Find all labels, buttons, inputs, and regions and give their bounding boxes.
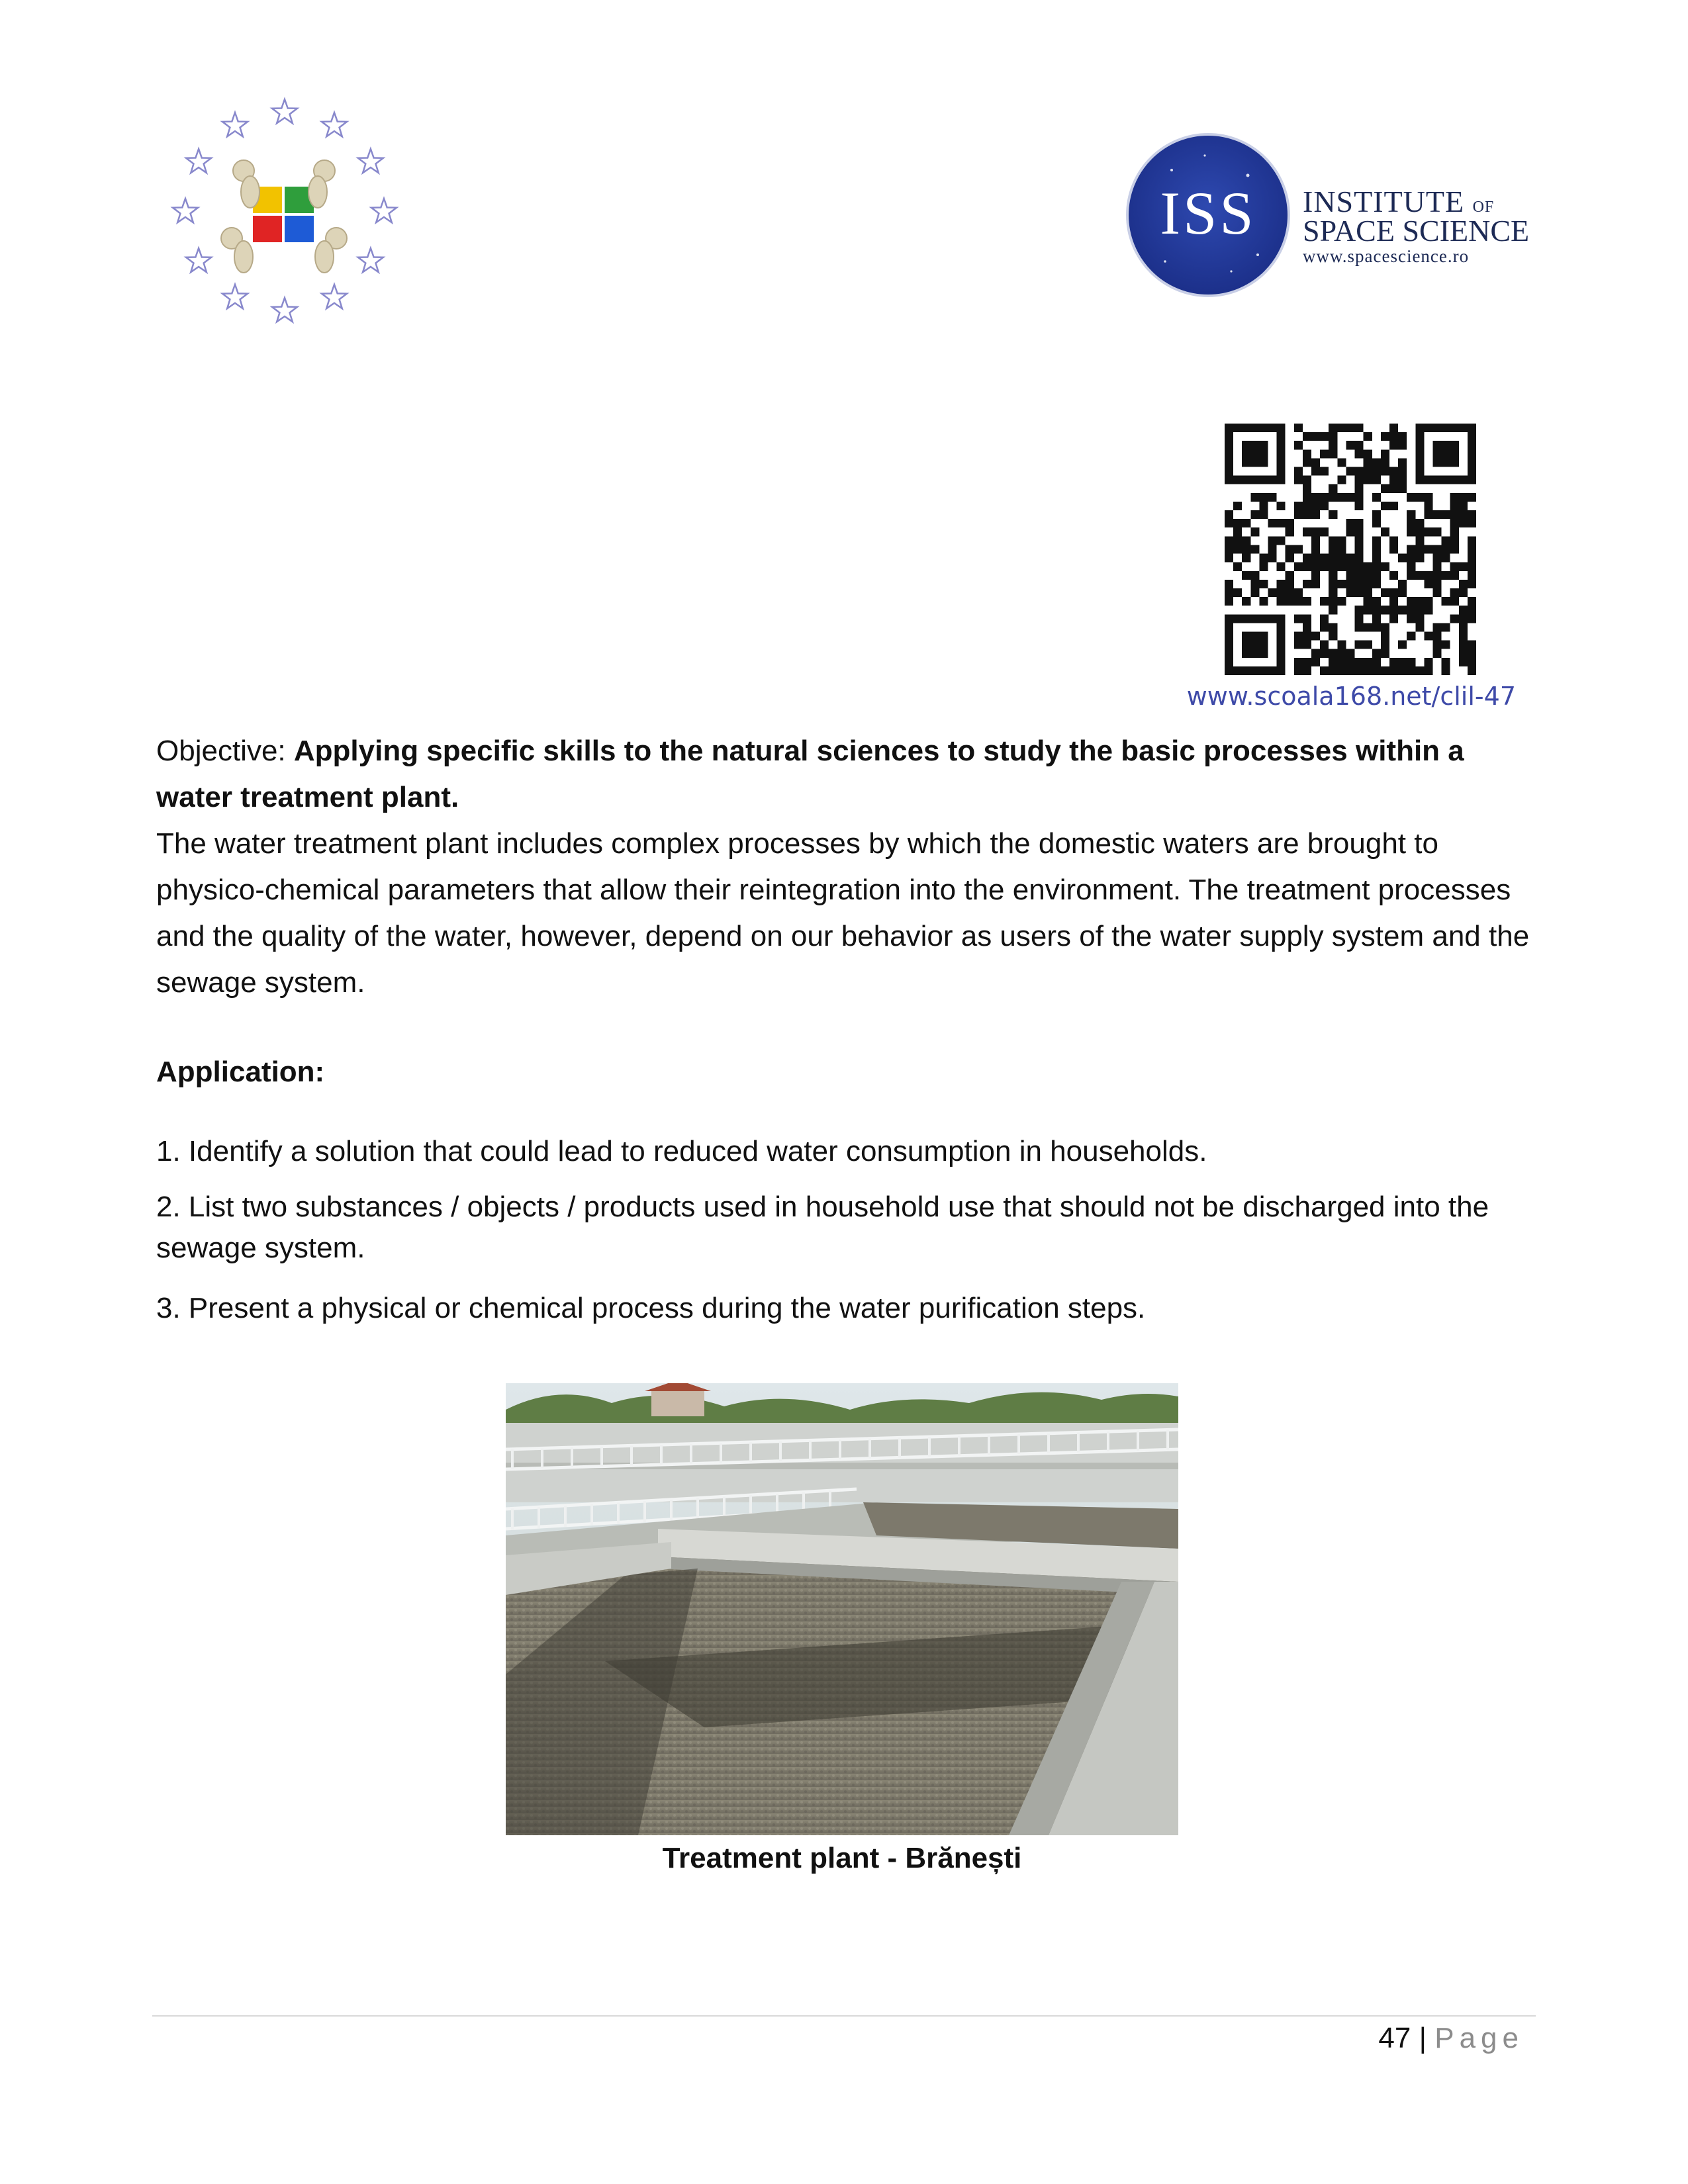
star-icon bbox=[322, 113, 347, 136]
page-footer bbox=[1378, 2019, 1524, 2058]
objective-paragraph bbox=[156, 728, 1546, 821]
star-icon bbox=[358, 248, 383, 272]
treatment-plant-photo bbox=[506, 1383, 1178, 1835]
puzzle-piece-blue-icon bbox=[285, 216, 314, 242]
application-heading: Application: bbox=[156, 1056, 325, 1088]
application-item-1: 1. Identify a solution that could lead to reduced water consumption in households. bbox=[156, 1135, 1207, 1167]
application-item-2: 2. List two substances / objects / products used in household use that should not be discharged into the sewage system. bbox=[156, 1191, 1489, 1264]
page-label: Page bbox=[1434, 2022, 1524, 2054]
star-icon bbox=[322, 285, 347, 308]
puzzle-piece-red-icon bbox=[253, 216, 282, 242]
star-icon bbox=[371, 199, 397, 222]
iss-space-science-text: SPACE SCIENCE bbox=[1303, 214, 1530, 248]
iss-monogram: ISS bbox=[1160, 179, 1256, 247]
figure-caption: Treatment plant - Brănești bbox=[662, 1842, 1022, 1874]
intro-paragraph: The water treatment plant includes complex processes by which the domestic waters are brought to physico-chemical parameters that allow their reintegration into the environment. The treatment processes and the quality of the water, however, depend on our behavior as users of the water supply system and the sewage system. bbox=[156, 827, 1530, 999]
page-number: 47 bbox=[1378, 2022, 1411, 2054]
objective-text: Applying specific skills to the natural sciences to study the basic processes within a water treatment plant. bbox=[156, 735, 1464, 813]
application-item-3: 3. Present a physical or chemical process during the water purification steps. bbox=[156, 1292, 1146, 1324]
star-icon bbox=[358, 149, 383, 173]
star-icon bbox=[222, 113, 248, 136]
footer-separator: | bbox=[1419, 2022, 1427, 2054]
qr-code-image[interactable] bbox=[1225, 424, 1476, 675]
star-icon bbox=[222, 285, 248, 308]
project-logo-image bbox=[159, 93, 410, 331]
iss-url-text: www.spacescience.ro bbox=[1303, 246, 1470, 266]
qr-link-text[interactable]: www.scoala168.net/clil-47 bbox=[1186, 682, 1516, 711]
star-icon bbox=[186, 149, 211, 173]
star-icon bbox=[272, 298, 297, 322]
star-icon bbox=[186, 248, 211, 272]
objective-label: Objective: bbox=[156, 735, 294, 767]
star-icon bbox=[272, 99, 297, 123]
star-icon bbox=[173, 199, 198, 222]
footer-divider bbox=[152, 2015, 1536, 2017]
iss-institute-text: INSTITUTE bbox=[1303, 185, 1465, 218]
iss-of-text: OF bbox=[1472, 199, 1495, 216]
